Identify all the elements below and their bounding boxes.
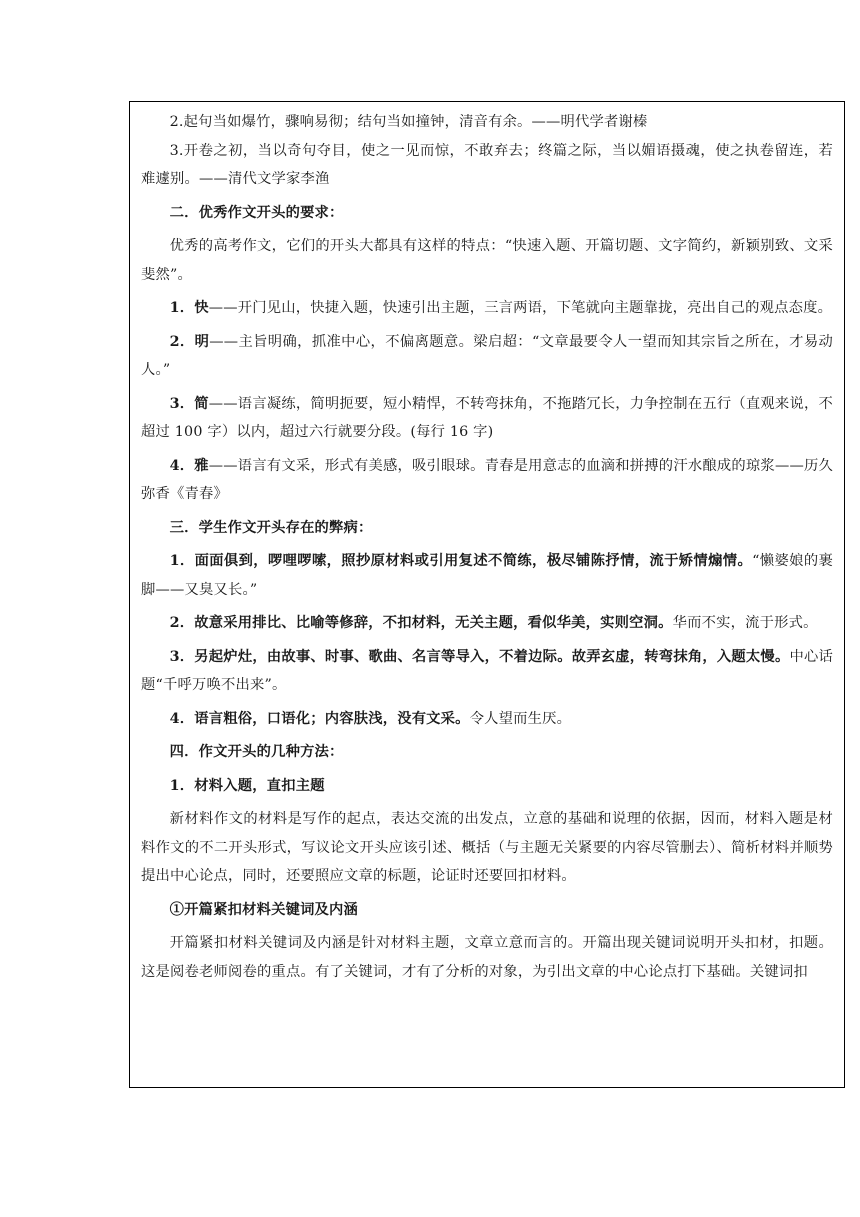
- defect-1: [141, 547, 833, 604]
- requirement-elegant-title: 4．雅: [169, 457, 209, 474]
- requirement-concise-text: ——语言凝练，简明扼要，短小精悍，不转弯抹角，不拖踏冗长，力争控制在五行（直观来说，不超过 100 字）以内，超过六行就要分段。(每行 16 字): [141, 395, 833, 440]
- quote-li-yu: 3.开卷之初，当以奇句夺目，使之一见而惊，不敢弃去；终篇之际，当以媚语摄魂，使之执卷留连，若难遽别。——清代文学家李渔: [141, 142, 833, 187]
- defect-3-bold: 3．另起炉灶，由故事、时事、歌曲、名言等导入，不着边际。故弄玄虚，转弯抹角，入题太慢。: [169, 648, 790, 665]
- document-body: [141, 108, 833, 986]
- defect-1-text: “懒婆娘的裹脚——又臭又长。”: [141, 553, 833, 598]
- method-1-paragraph: 新材料作文的材料是写作的起点，表达交流的出发点，立意的基础和说理的依据，因而，材料入题是材料作文的不二开头形式，写议论文开头应该引述、概括（与主题无关紧要的内容尽管删去）、简析材料并顺势提出中心论点，同时，还要照应文章的标题，论证时还要回扣材料。: [141, 811, 833, 884]
- requirement-fast: [141, 294, 833, 323]
- defect-3-text: 中心话题“千呼万唤不出来”。: [141, 648, 833, 693]
- requirement-fast-title: 1．快: [169, 300, 209, 316]
- section-heading-4: 四．作文开头的几种方法：: [169, 744, 344, 760]
- defect-1-bold: 1．面面俱到，啰哩啰嗦，照抄原材料或引用复述不简练，极尽铺陈抒情，流于矫情煽情。: [169, 553, 753, 569]
- requirement-concise-title: 3．简: [169, 395, 209, 412]
- defect-4: [141, 705, 833, 734]
- requirement-clear-text: ——主旨明确，抓准中心，不偏离题意。梁启超：“文章最要令人一望而知其宗旨之所在，才易动人。”: [141, 333, 833, 378]
- requirement-elegant: [141, 452, 833, 509]
- defect-4-bold: 4．语言粗俗，口语化；内容肤浅，没有文采。: [169, 710, 470, 727]
- method-1-heading: 1．材料入题，直扣主题: [169, 777, 325, 794]
- intro-paragraph: 优秀的高考作文，它们的开头大都具有这样的特点：“快速入题、开篇切题、文字简约，新颖别致、文采斐然”。: [141, 238, 833, 283]
- sub-heading-1-paragraph: 开篇紧扣材料关键词及内涵是针对材料主题，文章立意而言的。开篇出现关键词说明开头扣材，扣题。这是阅卷老师阅卷的重点。有了关键词，才有了分析的对象，为引出文章的中心论点打下基础。关键词扣: [141, 935, 833, 980]
- sub-heading-1: ①开篇紧扣材料关键词及内涵: [169, 901, 359, 918]
- requirement-fast-text: ——开门见山，快捷入题，快速引出主题，三言两语，下笔就向主题靠拢，亮出自己的观点态度。: [208, 300, 833, 316]
- requirement-concise: [141, 390, 833, 447]
- section-heading-3: 三．学生作文开头存在的弊病：: [169, 519, 373, 536]
- quote-xie-zhen: 2.起句当如爆竹，骤响易彻；结句当如撞钟，清音有余。——明代学者谢榛: [169, 114, 648, 130]
- content-frame: [129, 101, 845, 1088]
- requirement-clear-title: 2．明: [169, 333, 210, 350]
- defect-4-text: 令人望而生厌。: [469, 710, 572, 727]
- defect-2: [141, 609, 833, 638]
- defect-3: [141, 643, 833, 700]
- requirement-clear: [141, 328, 833, 385]
- defect-2-text: 华而不实，流于形式。: [672, 615, 818, 631]
- section-heading-2: 二．优秀作文开头的要求：: [169, 204, 344, 221]
- requirement-elegant-text: ——语言有文采，形式有美感，吸引眼球。青春是用意志的血滴和拼搏的汗水酿成的琼浆——历久弥香《青春》: [141, 457, 833, 502]
- defect-2-bold: 2．故意采用排比、比喻等修辞，不扣材料，无关主题，看似华美，实则空洞。: [169, 615, 673, 631]
